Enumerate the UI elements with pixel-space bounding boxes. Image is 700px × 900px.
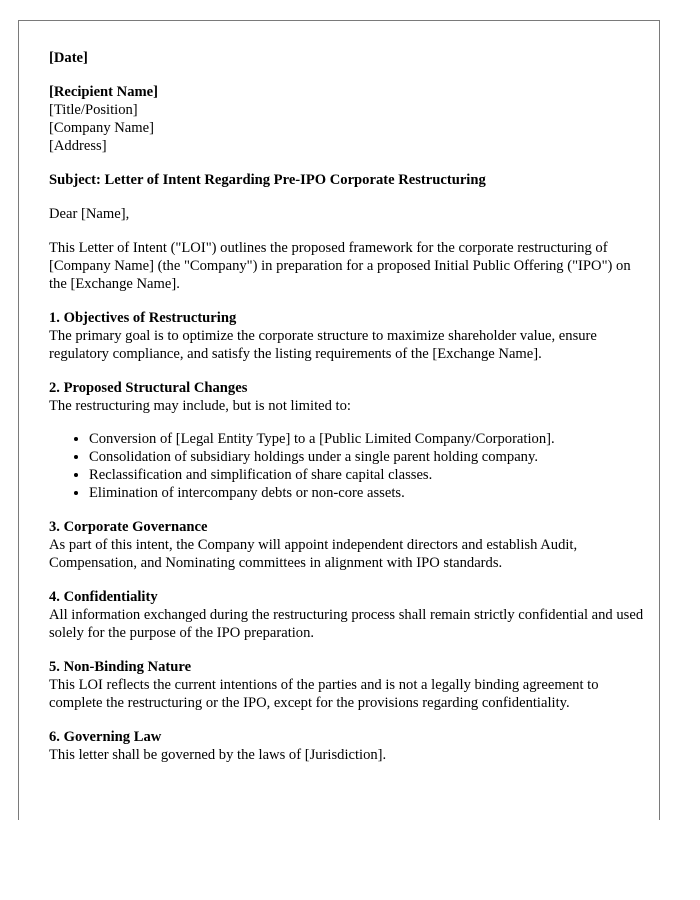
letter-date: [Date] (49, 50, 88, 66)
section-heading: 2. Proposed Structural Changes (49, 380, 248, 396)
section-heading: 3. Corporate Governance (49, 519, 208, 535)
intro-paragraph: This Letter of Intent ("LOI") outlines the proposed framework for the corporate restructuring of [Company Name] (the "Company") in preparation for a proposed Initial Public Offering ("IPO") on the [Exchange Name]. (49, 240, 631, 292)
section-heading: 5. Non-Binding Nature (49, 659, 192, 675)
section-heading: 1. Objectives of Restructuring (49, 310, 237, 326)
letter-page (18, 20, 660, 820)
recipient-title: [Title/Position] (49, 102, 138, 118)
section-heading: 6. Governing Law (49, 729, 162, 745)
section-corporate-governance (49, 518, 659, 572)
letter-subject: Subject: Letter of Intent Regarding Pre-IPO Corporate Restructuring (49, 172, 486, 188)
section-confidentiality (49, 588, 659, 642)
section-body: The primary goal is to optimize the corporate structure to maximize shareholder value, ensure regulatory compliance, and satisfy the listing requirements of the [Exchange Name]. (49, 328, 597, 362)
list-item: • Conversion of [Legal Entity Type] to a [Public Limited Company/Corporation]. (89, 430, 659, 448)
recipient-address: [Address] (49, 138, 107, 154)
section-structural-changes (49, 379, 659, 502)
section-body: This LOI reflects the current intentions of the parties and is not a legally binding agreement to complete the restructuring or the IPO, except for the provisions regarding confidentiality. (49, 677, 599, 711)
salutation: Dear [Name], (49, 206, 130, 222)
section-body: The restructuring may include, but is not limited to: (49, 398, 351, 414)
list-item: • Consolidation of subsidiary holdings under a single parent holding company. (89, 448, 659, 466)
recipient-name: [Recipient Name] (49, 84, 159, 100)
section-governing-law (49, 728, 659, 764)
section-heading: 4. Confidentiality (49, 589, 158, 605)
list-item: • Reclassification and simplification of share capital classes. (89, 466, 659, 484)
section-body: This letter shall be governed by the laws of [Jurisdiction]. (49, 747, 387, 763)
recipient-company: [Company Name] (49, 120, 154, 136)
list-item: • Elimination of intercompany debts or non-core assets. (89, 484, 659, 502)
structural-changes-list (49, 430, 659, 502)
section-body: All information exchanged during the restructuring process shall remain strictly confidential and used solely for the purpose of the IPO preparation. (49, 607, 644, 641)
section-objectives (49, 309, 659, 363)
section-non-binding (49, 658, 659, 712)
section-body: As part of this intent, the Company will appoint independent directors and establish Audit, Compensation, and Nominating committees in alignment with IPO standards. (49, 537, 578, 571)
